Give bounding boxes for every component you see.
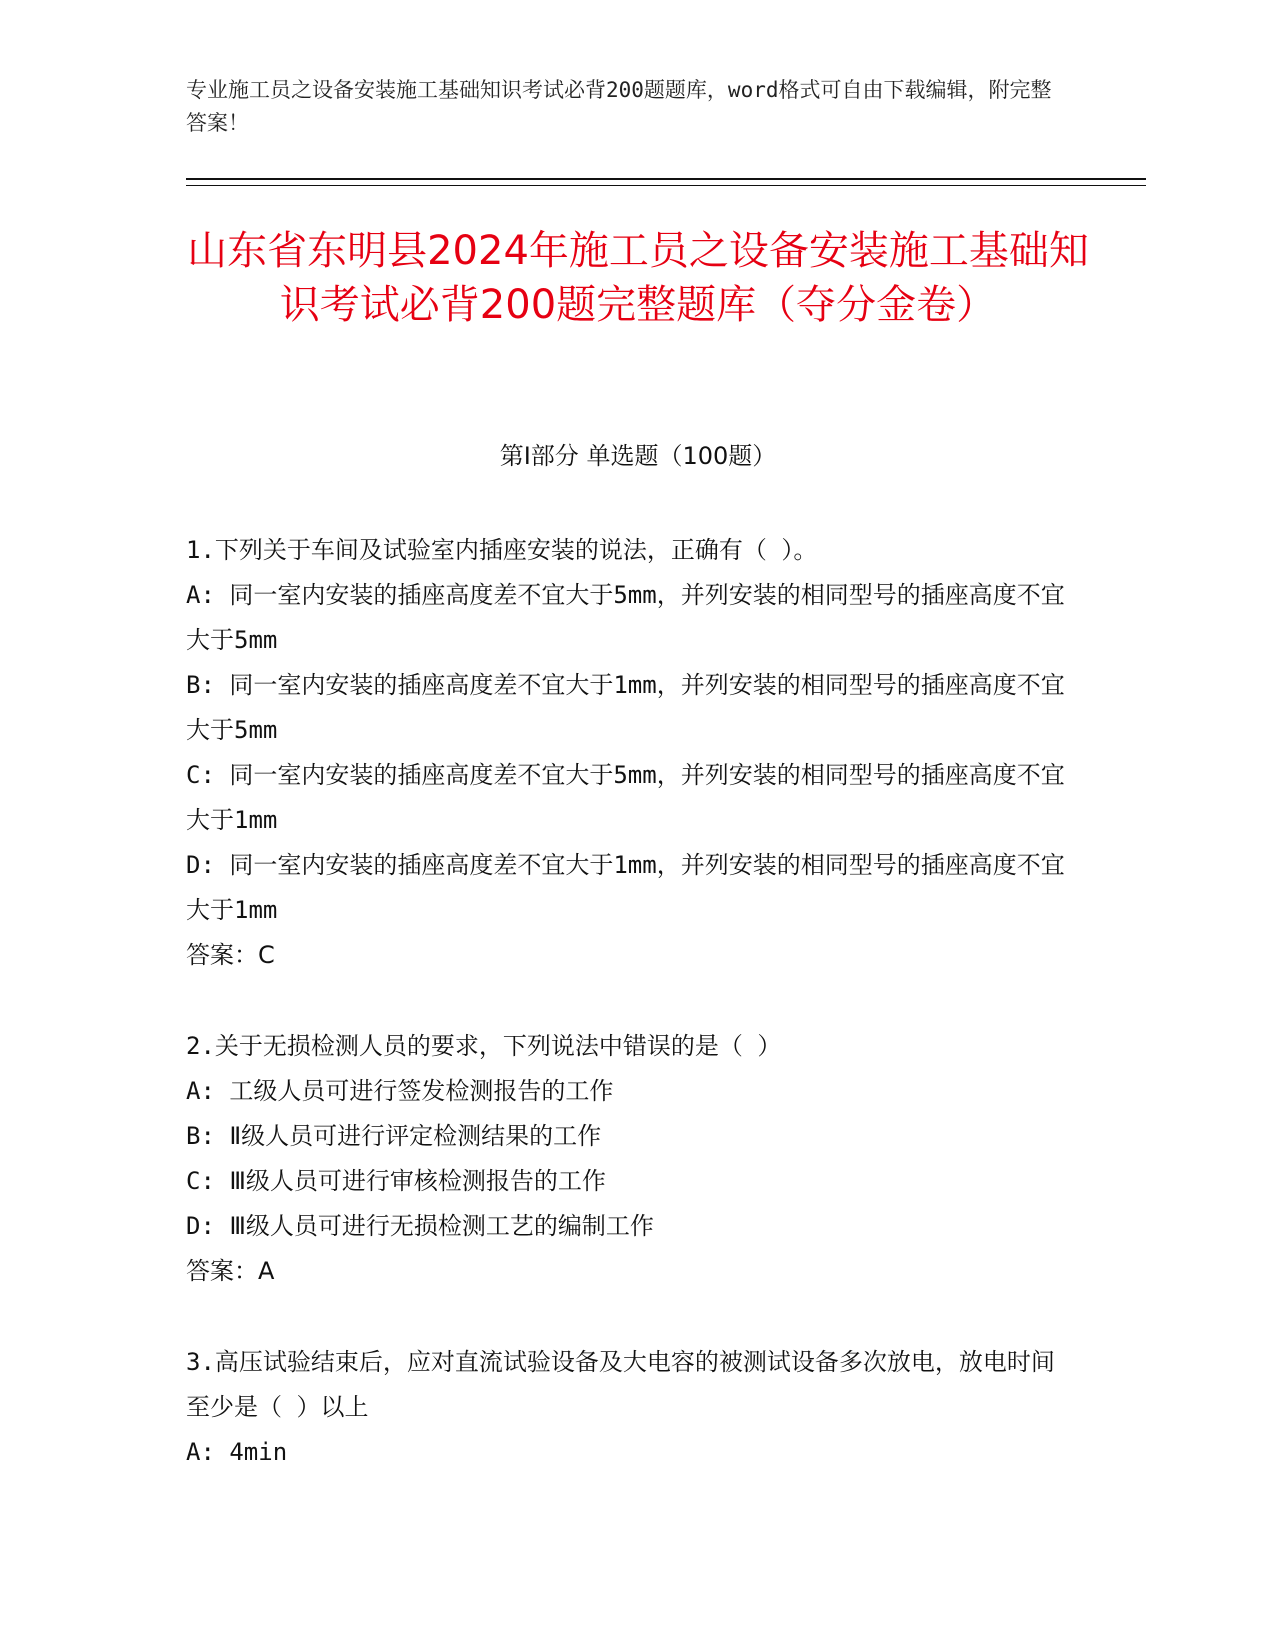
question-1 bbox=[186, 528, 1066, 978]
option-c: C: 同一室内安装的插座高度差不宜大于5mm，并列安装的相同型号的插座高度不宜大于1mm bbox=[186, 761, 1065, 834]
option-a: A: 工级人员可进行签发检测报告的工作 bbox=[186, 1077, 614, 1105]
option-c: C: Ⅲ级人员可进行审核检测报告的工作 bbox=[186, 1167, 606, 1195]
option-d: D: 同一室内安装的插座高度差不宜大于1mm，并列安装的相同型号的插座高度不宜大于1mm bbox=[186, 851, 1065, 924]
option-b: B: 同一室内安装的插座高度差不宜大于1mm，并列安装的相同型号的插座高度不宜大于5mm bbox=[186, 671, 1065, 744]
header-rule-thin bbox=[186, 185, 1146, 186]
question-2 bbox=[186, 1024, 1066, 1294]
option-a: A: 4min bbox=[186, 1438, 288, 1466]
answer: 答案：A bbox=[186, 1257, 275, 1285]
question-list bbox=[186, 528, 1066, 1521]
question-stem: 3.高压试验结束后，应对直流试验设备及大电容的被测试设备多次放电，放电时间至少是（ ）以上 bbox=[186, 1348, 1055, 1421]
header-note: 专业施工员之设备安装施工基础知识考试必背200题题库，word格式可自由下载编辑，附完整答案！ bbox=[186, 78, 1052, 135]
header-rule-thick bbox=[186, 178, 1146, 180]
question-stem: 1.下列关于车间及试验室内插座安装的说法，正确有（ ）。 bbox=[186, 536, 818, 564]
section-title: 第Ⅰ部分 单选题（100题） bbox=[499, 442, 777, 470]
option-a: A: 同一室内安装的插座高度差不宜大于5mm，并列安装的相同型号的插座高度不宜大于5mm bbox=[186, 581, 1065, 654]
option-b: B: Ⅱ级人员可进行评定检测结果的工作 bbox=[186, 1122, 602, 1150]
answer: 答案：C bbox=[186, 941, 275, 969]
document-title: 山东省东明县2024年施工员之设备安装施工基础知识考试必背200题完整题库（夺分金卷） bbox=[187, 228, 1089, 328]
question-stem: 2.关于无损检测人员的要求，下列说法中错误的是（ ） bbox=[186, 1032, 782, 1060]
question-3 bbox=[186, 1340, 1066, 1475]
option-d: D: Ⅲ级人员可进行无损检测工艺的编制工作 bbox=[186, 1212, 654, 1240]
